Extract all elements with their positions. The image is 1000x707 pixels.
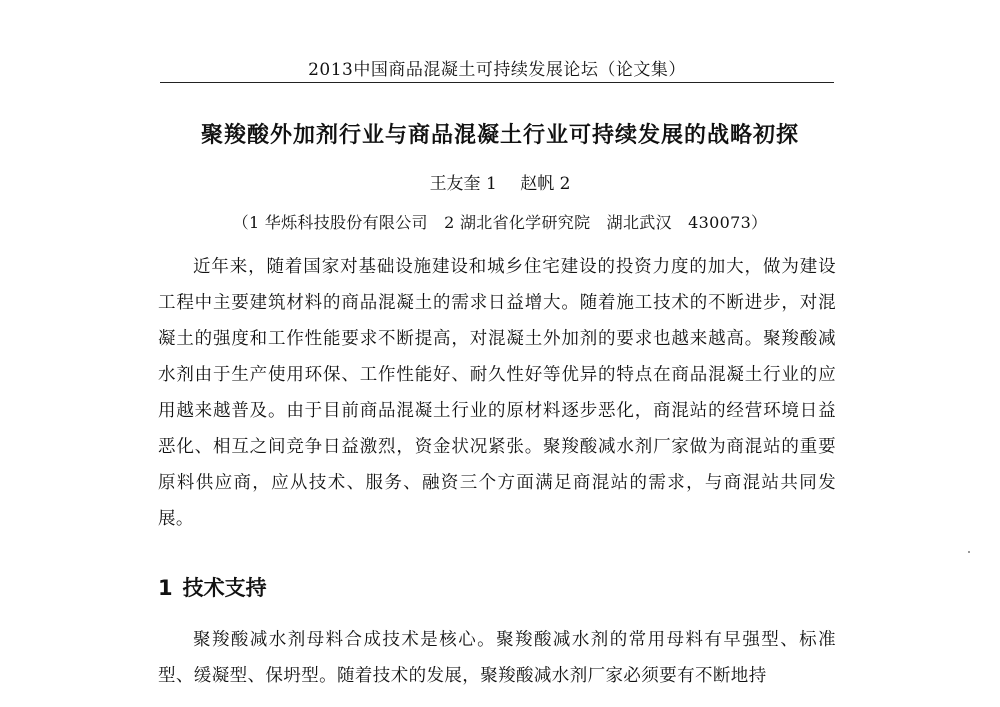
author-affiliation: （1 华烁科技股份有限公司 2 湖北省化学研究院 湖北武汉 430073） <box>232 213 768 232</box>
section-title: 技术支持 <box>182 576 267 600</box>
scan-speck <box>968 551 970 553</box>
author-name: 王友奎 1 <box>429 174 497 194</box>
author-name: 赵帆 2 <box>520 174 571 194</box>
header-rule <box>160 82 834 83</box>
author-list <box>300 171 700 197</box>
intro-paragraph: 近年来，随着国家对基础设施建设和城乡住宅建设的投资力度的加大，做为建设工程中主要建筑材料的商品混凝土的需求日益增大。随着施工技术的不断进步，对混凝土的强度和工作性能要求不断提高，对混凝土外加剂的要求也越来越高。聚羧酸减水剂由于生产使用环保、工作性能好、耐久性好等优异的特点在商品混凝土行业的应用越来越普及。由于目前商品混凝土行业的原材料逐步恶化，商混站的经营环境日益恶化、相互之间竞争日益激烈，资金状况紧张。聚羧酸减水剂厂家做为商混站的重要原料供应商，应从技术、服务、融资三个方面满足商混站的需求，与商混站共同发展。 <box>158 257 836 529</box>
section-paragraph: 聚羧酸减水剂母料合成技术是核心。聚羧酸减水剂的常用母料有早强型、标准型、缓凝型、保坍型。随着技术的发展，聚羧酸减水剂厂家必须要有不断地持 <box>158 630 836 686</box>
section-number: 1 <box>158 576 173 600</box>
running-header: 2013中国商品混凝土可持续发展论坛（论文集） <box>308 60 686 80</box>
article-title: 聚羧酸外加剂行业与商品混凝土行业可持续发展的战略初探 <box>200 123 799 148</box>
section-heading <box>158 573 267 603</box>
